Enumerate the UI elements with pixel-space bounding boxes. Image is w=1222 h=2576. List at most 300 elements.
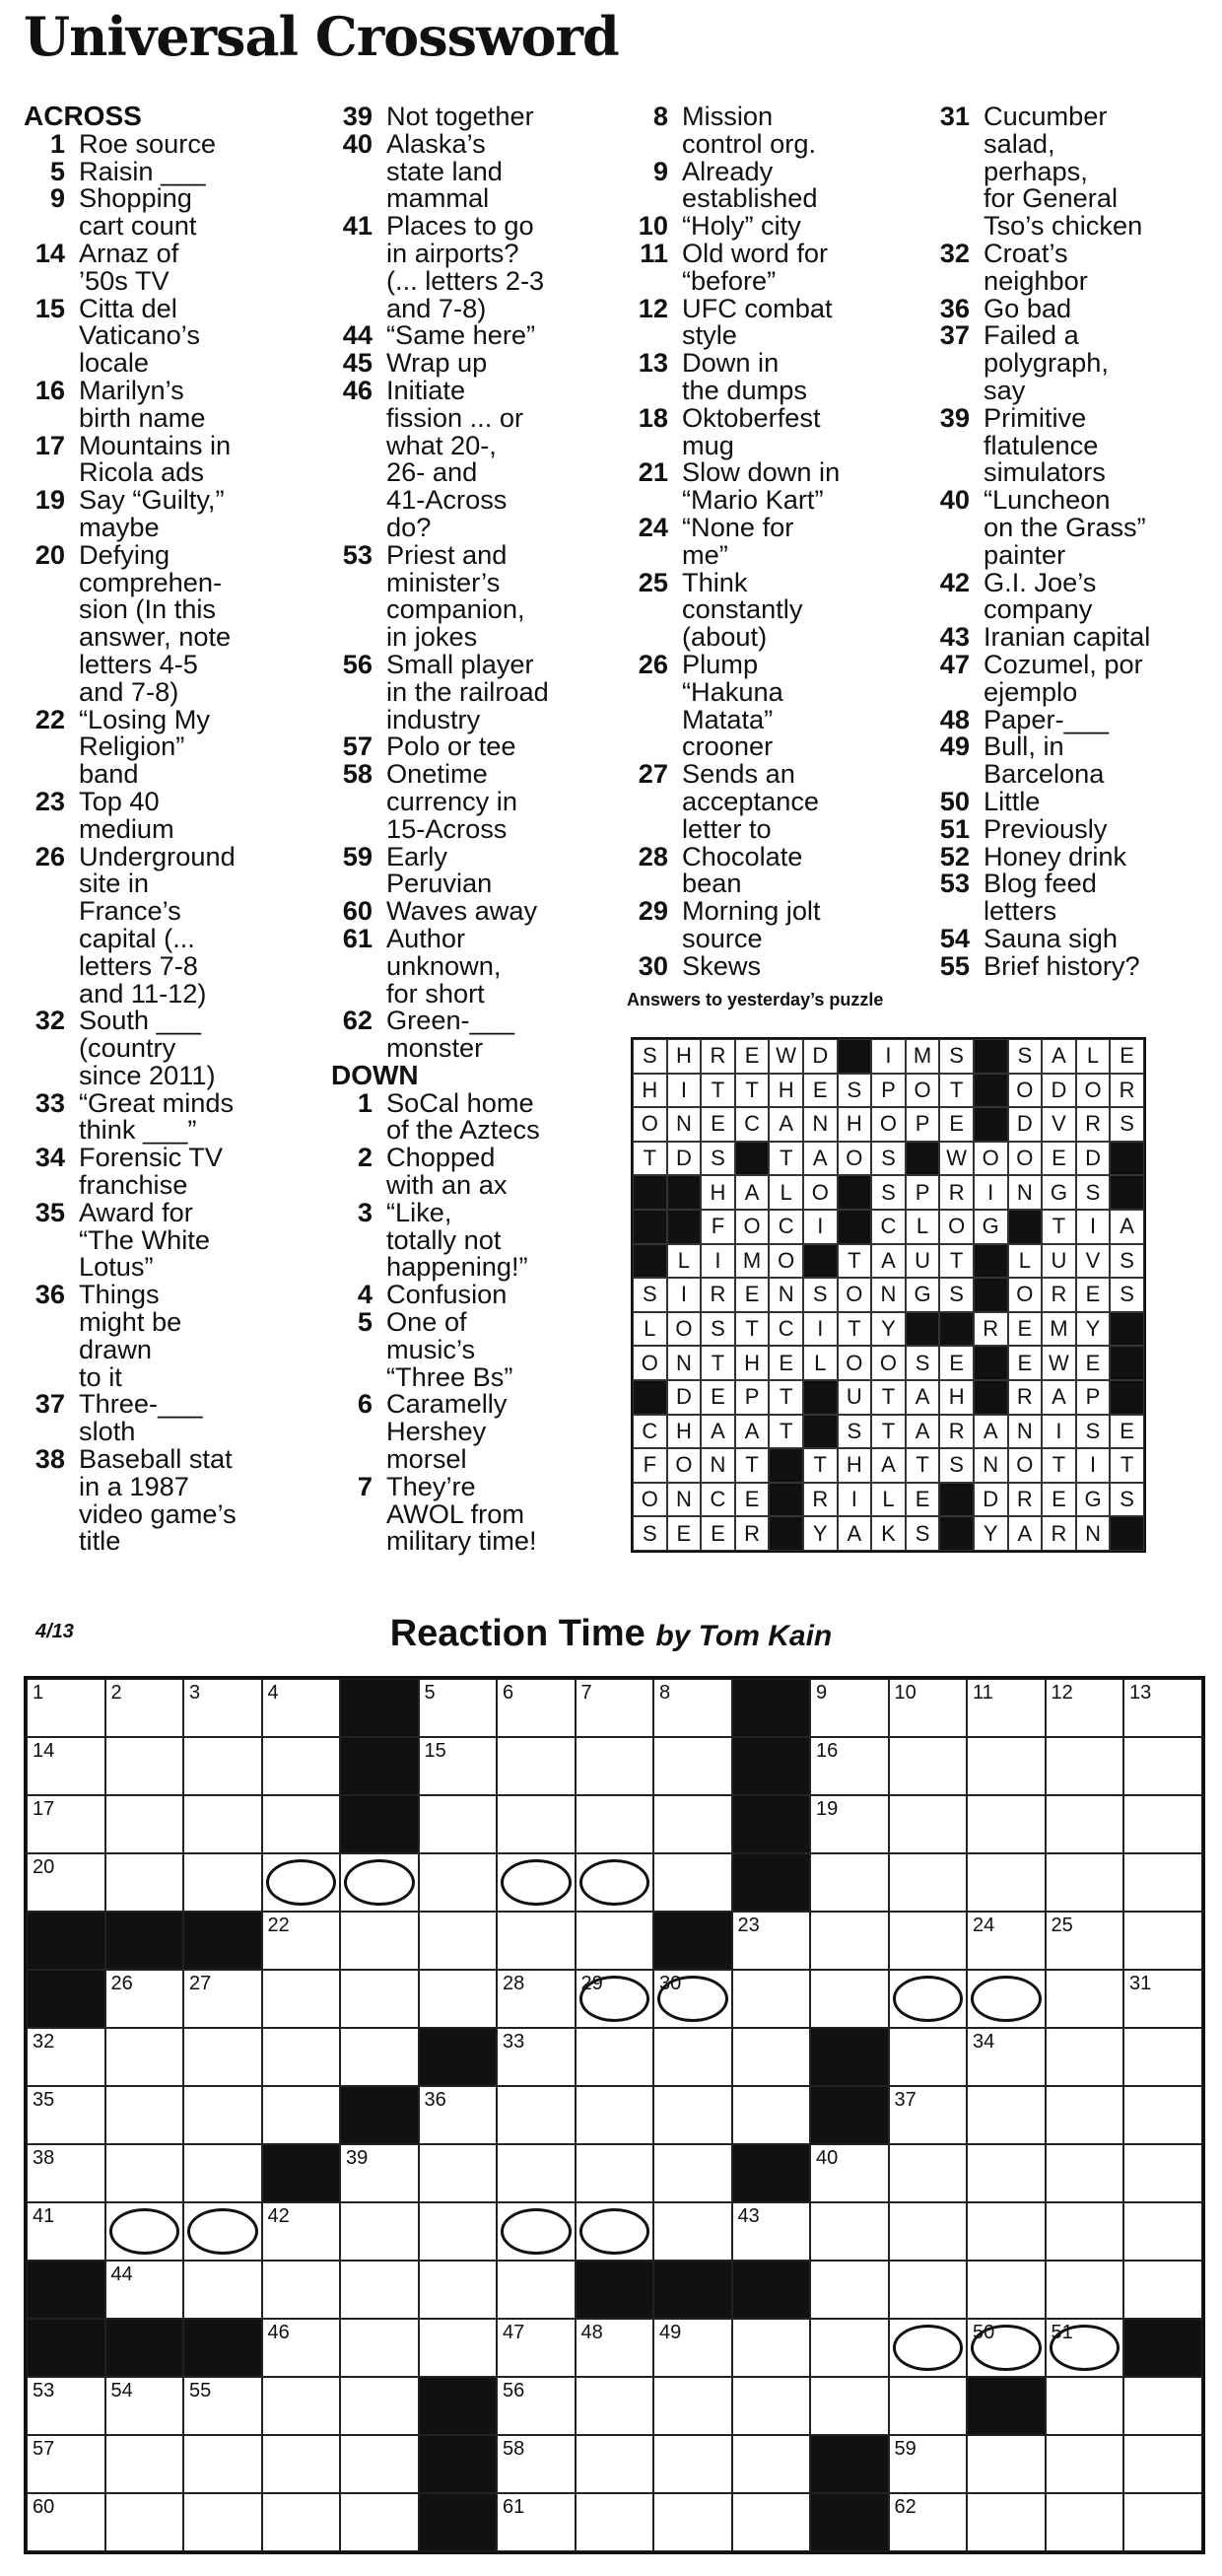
grid-cell[interactable]: [576, 2319, 654, 2377]
grid-cell[interactable]: [183, 1970, 262, 2028]
grid-cell[interactable]: [810, 2319, 889, 2377]
grid-cell[interactable]: [653, 2435, 732, 2493]
page-title: Universal Crossword: [24, 5, 619, 68]
grid-cell[interactable]: [262, 2202, 341, 2261]
grid-cell[interactable]: [653, 2377, 732, 2435]
clue-text: Early Peruvian: [386, 840, 493, 899]
answer-cell: C: [769, 1312, 803, 1347]
grid-cell[interactable]: [732, 1970, 811, 2028]
grid-cell[interactable]: [262, 2086, 341, 2144]
clue-text: Down in the dumps: [682, 347, 807, 405]
clue: [627, 949, 922, 981]
grid-cell[interactable]: [340, 2435, 419, 2493]
grid-cell[interactable]: [1123, 2377, 1202, 2435]
grid-cell[interactable]: [419, 2202, 498, 2261]
grid-cell[interactable]: [732, 2377, 811, 2435]
answer-cell: M: [1042, 1312, 1076, 1347]
answer-black-cell: [1110, 1312, 1144, 1347]
grid-cell[interactable]: [732, 2435, 811, 2493]
grid-cell[interactable]: [576, 2028, 654, 2086]
clue-text: Author unknown, for short: [386, 922, 502, 1009]
answer-cell: D: [667, 1142, 702, 1176]
answer-cell: H: [667, 1039, 702, 1074]
grid-cell[interactable]: [27, 1737, 105, 1795]
grid-cell[interactable]: [732, 2086, 811, 2144]
grid-cell[interactable]: [653, 2086, 732, 2144]
clue: [928, 785, 1222, 816]
grid-cell[interactable]: [105, 2493, 184, 2551]
grid-cell[interactable]: [105, 1795, 184, 1853]
clue: [331, 648, 627, 734]
grid-cell[interactable]: [889, 2377, 968, 2435]
grid-cell[interactable]: [27, 2086, 105, 2144]
answer-cell: E: [1110, 1039, 1144, 1074]
grid-cell[interactable]: [419, 1912, 498, 1970]
grid-cell[interactable]: [183, 2202, 262, 2261]
grid-cell[interactable]: [889, 2493, 968, 2551]
answer-cell: A: [803, 1142, 838, 1176]
clue-number: 51: [939, 812, 970, 844]
grid-cell[interactable]: [889, 2319, 968, 2377]
grid-cell[interactable]: [576, 2435, 654, 2493]
answer-cell: I: [803, 1210, 838, 1244]
answer-cell: O: [633, 1346, 667, 1380]
grid-cell[interactable]: [1046, 1970, 1124, 2028]
grid-cell[interactable]: [653, 1679, 732, 1737]
grid-cell[interactable]: [497, 2435, 576, 2493]
answer-cell: T: [939, 1244, 974, 1279]
grid-cell[interactable]: [497, 1795, 576, 1853]
grid-cell[interactable]: [497, 2086, 576, 2144]
grid-cell[interactable]: [419, 2086, 498, 2144]
grid-cell[interactable]: [810, 1853, 889, 1912]
grid-cell[interactable]: [967, 2028, 1046, 2086]
clue: [331, 1196, 627, 1283]
grid-cell[interactable]: [732, 2028, 811, 2086]
grid-cell[interactable]: [889, 2435, 968, 2493]
clue: [331, 127, 627, 214]
grid-cell[interactable]: [183, 2086, 262, 2144]
answer-cell: A: [871, 1448, 906, 1483]
cell-number: 37: [894, 2089, 916, 2111]
grid-cell[interactable]: [183, 2435, 262, 2493]
clue-text: Mission control org.: [682, 101, 817, 159]
answer-cell: S: [1110, 1278, 1144, 1312]
grid-cell[interactable]: [105, 2377, 184, 2435]
grid-cell[interactable]: [889, 1853, 968, 1912]
clue-text: Chocolate bean: [682, 840, 803, 899]
clue-column-2: [331, 103, 627, 1555]
grid-cell[interactable]: [419, 1795, 498, 1853]
grid-cell[interactable]: [497, 1912, 576, 1970]
cell-number: 20: [33, 1856, 55, 1878]
black-square: [576, 2261, 654, 2319]
clue-number: 16: [34, 374, 65, 405]
grid-cell[interactable]: [262, 2028, 341, 2086]
grid-cell[interactable]: [419, 1970, 498, 2028]
grid-cell[interactable]: [262, 1737, 341, 1795]
grid-cell[interactable]: [653, 2144, 732, 2202]
grid-cell[interactable]: [1123, 1853, 1202, 1912]
grid-cell[interactable]: [105, 2144, 184, 2202]
cell-number: 46: [267, 2322, 290, 2343]
grid-cell[interactable]: [576, 1795, 654, 1853]
answer-cell: O: [803, 1175, 838, 1210]
clue-text: Onetime currency in 15-Across: [386, 758, 517, 844]
grid-cell[interactable]: [497, 2319, 576, 2377]
grid-cell[interactable]: [889, 1679, 968, 1737]
grid-cell[interactable]: [1046, 2377, 1124, 2435]
grid-cell[interactable]: [1046, 2493, 1124, 2551]
answer-cell: G: [1076, 1483, 1111, 1517]
answer-black-cell: [939, 1483, 974, 1517]
grid-cell[interactable]: [653, 2202, 732, 2261]
grid-cell[interactable]: [262, 2319, 341, 2377]
answer-cell: L: [871, 1483, 906, 1517]
answer-cell: E: [735, 1278, 770, 1312]
answer-cell: H: [701, 1175, 735, 1210]
grid-cell[interactable]: [1123, 2435, 1202, 2493]
answer-cell: S: [838, 1074, 872, 1108]
grid-cell[interactable]: [889, 2261, 968, 2319]
grid-cell[interactable]: [967, 1679, 1046, 1737]
clue-number: 20: [34, 538, 65, 570]
grid-cell[interactable]: [576, 1737, 654, 1795]
grid-cell[interactable]: [810, 2261, 889, 2319]
cell-number: 50: [973, 2322, 995, 2343]
grid-cell[interactable]: [105, 2202, 184, 2261]
grid-cell[interactable]: [967, 2144, 1046, 2202]
grid-cell[interactable]: [340, 1912, 419, 1970]
grid-cell[interactable]: [1123, 2144, 1202, 2202]
grid-cell[interactable]: [105, 2028, 184, 2086]
grid-cell[interactable]: [419, 1853, 498, 1912]
grid-cell[interactable]: [810, 1737, 889, 1795]
grid-cell[interactable]: [183, 2493, 262, 2551]
grid-cell[interactable]: [653, 1970, 732, 2028]
answer-cell: S: [803, 1278, 838, 1312]
grid-cell[interactable]: [183, 1737, 262, 1795]
grid-cell[interactable]: [1123, 2493, 1202, 2551]
clue-number: 18: [638, 401, 668, 433]
grid-cell[interactable]: [576, 1970, 654, 2028]
grid-cell[interactable]: [419, 1679, 498, 1737]
grid-cell[interactable]: [967, 1970, 1046, 2028]
grid-cell[interactable]: [27, 1853, 105, 1912]
grid-cell[interactable]: [1123, 2202, 1202, 2261]
grid-cell[interactable]: [967, 1795, 1046, 1853]
grid-cell[interactable]: [1046, 2435, 1124, 2493]
grid-cell[interactable]: [576, 2202, 654, 2261]
grid-cell[interactable]: [183, 1679, 262, 1737]
clue-number: 1: [49, 127, 65, 159]
grid-cell[interactable]: [419, 2261, 498, 2319]
answer-cell: E: [1008, 1312, 1043, 1347]
clue-text: Underground site in France’s capital (... letters 7-8 and 11-12): [79, 840, 236, 1009]
grid-cell[interactable]: [183, 2261, 262, 2319]
grid-cell[interactable]: [810, 1795, 889, 1853]
grid-cell[interactable]: [105, 1737, 184, 1795]
grid-cell[interactable]: [1046, 1912, 1124, 1970]
cell-number: 62: [894, 2496, 916, 2518]
grid-cell[interactable]: [810, 1679, 889, 1737]
grid-cell[interactable]: [1046, 2144, 1124, 2202]
grid-cell[interactable]: [419, 2319, 498, 2377]
grid-cell[interactable]: [1123, 1912, 1202, 1970]
grid-cell[interactable]: [653, 2319, 732, 2377]
grid-cell[interactable]: [967, 2319, 1046, 2377]
grid-cell[interactable]: [340, 2319, 419, 2377]
grid-cell[interactable]: [889, 2028, 968, 2086]
answer-cell: A: [906, 1415, 940, 1449]
black-square: [810, 2493, 889, 2551]
grid-cell[interactable]: [419, 2144, 498, 2202]
grid-cell[interactable]: [497, 1970, 576, 2028]
clue: [627, 897, 922, 952]
grid-cell[interactable]: [262, 2261, 341, 2319]
grid-cell[interactable]: [340, 2144, 419, 2202]
grid-cell[interactable]: [105, 2435, 184, 2493]
grid-cell[interactable]: [340, 2261, 419, 2319]
grid-cell[interactable]: [810, 1970, 889, 2028]
grid-cell[interactable]: [576, 1679, 654, 1737]
grid-cell[interactable]: [105, 2086, 184, 2144]
grid-cell[interactable]: [732, 2493, 811, 2551]
grid-cell[interactable]: [1123, 1679, 1202, 1737]
grid-cell[interactable]: [183, 2377, 262, 2435]
clue: [928, 566, 1222, 625]
grid-cell[interactable]: [653, 2028, 732, 2086]
grid-cell[interactable]: [967, 2493, 1046, 2551]
clue-number: 58: [342, 758, 373, 790]
grid-cell[interactable]: [653, 2493, 732, 2551]
grid-cell[interactable]: [262, 2435, 341, 2493]
answer-cell: N: [667, 1346, 702, 1380]
grid-cell[interactable]: [497, 2493, 576, 2551]
grid-cell[interactable]: [889, 1795, 968, 1853]
grid-cell[interactable]: [576, 2086, 654, 2144]
answer-cell: E: [1076, 1278, 1111, 1312]
black-square: [262, 2144, 341, 2202]
grid-cell[interactable]: [497, 1679, 576, 1737]
clue-text: Croat’s neighbor: [984, 237, 1088, 296]
answer-cell: A: [769, 1107, 803, 1142]
grid-cell[interactable]: [810, 1912, 889, 1970]
grid-cell[interactable]: [1123, 1970, 1202, 2028]
black-square: [653, 1912, 732, 1970]
grid-cell[interactable]: [27, 2202, 105, 2261]
answer-cell: P: [1076, 1380, 1111, 1415]
grid-cell[interactable]: [967, 2086, 1046, 2144]
clue-text: Bull, in Barcelona: [984, 731, 1105, 790]
grid-cell[interactable]: [576, 2377, 654, 2435]
grid-cell[interactable]: [810, 2377, 889, 2435]
grid-cell[interactable]: [1046, 2261, 1124, 2319]
grid-cell[interactable]: [1046, 2086, 1124, 2144]
grid-cell[interactable]: [810, 2144, 889, 2202]
grid-cell[interactable]: [262, 2493, 341, 2551]
grid-cell[interactable]: [497, 2202, 576, 2261]
grid-cell[interactable]: [967, 2435, 1046, 2493]
grid-cell[interactable]: [105, 1853, 184, 1912]
answer-cell: R: [701, 1278, 735, 1312]
grid-cell[interactable]: [340, 1853, 419, 1912]
grid-cell[interactable]: [576, 2493, 654, 2551]
answer-cell: A: [906, 1380, 940, 1415]
grid-cell[interactable]: [967, 2202, 1046, 2261]
clue-number: 17: [34, 429, 65, 460]
clue: [627, 566, 922, 653]
clue-text: Mountains in Ricola ads: [79, 429, 232, 488]
grid-cell[interactable]: [340, 1970, 419, 2028]
grid-cell[interactable]: [967, 1737, 1046, 1795]
clue: [627, 458, 922, 514]
grid-cell[interactable]: [653, 1853, 732, 1912]
clue: [331, 840, 627, 899]
grid-cell[interactable]: [262, 1970, 341, 2028]
cell-number: 42: [267, 2205, 290, 2227]
grid-cell[interactable]: [27, 1795, 105, 1853]
cell-number: 39: [346, 2147, 369, 2169]
clue: [24, 1196, 319, 1283]
clue-number: 21: [638, 456, 668, 488]
answer-cell: D: [1042, 1074, 1076, 1108]
grid-cell[interactable]: [340, 2202, 419, 2261]
grid-cell[interactable]: [340, 2493, 419, 2551]
grid-cell[interactable]: [889, 2202, 968, 2261]
clue-text: Green-___ monster: [386, 1005, 514, 1064]
grid-cell[interactable]: [1046, 2319, 1124, 2377]
black-square: [732, 2261, 811, 2319]
clue-text: UFC combat style: [682, 292, 833, 351]
grid-cell[interactable]: [1046, 1795, 1124, 1853]
grid-cell[interactable]: [497, 1853, 576, 1912]
grid-cell[interactable]: [967, 2261, 1046, 2319]
grid-cell[interactable]: [340, 2028, 419, 2086]
grid-cell[interactable]: [262, 1795, 341, 1853]
clue-text: Arnaz of ’50s TV: [79, 237, 179, 296]
grid-cell[interactable]: [497, 1737, 576, 1795]
clue-number: 43: [939, 621, 970, 653]
grid-cell[interactable]: [105, 1970, 184, 2028]
grid-cell[interactable]: [653, 1737, 732, 1795]
grid-cell[interactable]: [183, 2028, 262, 2086]
grid-cell[interactable]: [576, 1853, 654, 1912]
grid-cell[interactable]: [889, 2086, 968, 2144]
clue-number: 34: [34, 1142, 65, 1173]
grid-cell[interactable]: [183, 1853, 262, 1912]
grid-cell[interactable]: [27, 2144, 105, 2202]
grid-cell[interactable]: [732, 2202, 811, 2261]
grid-cell[interactable]: [497, 2377, 576, 2435]
grid-cell[interactable]: [497, 2144, 576, 2202]
answer-cell: R: [1042, 1278, 1076, 1312]
grid-cell[interactable]: [27, 2377, 105, 2435]
answer-cell: O: [633, 1107, 667, 1142]
grid-cell[interactable]: [1046, 2028, 1124, 2086]
cell-number: 30: [659, 1973, 682, 1994]
grid-cell[interactable]: [262, 2377, 341, 2435]
answer-cell: L: [633, 1312, 667, 1347]
grid-cell[interactable]: [889, 1970, 968, 2028]
grid-cell[interactable]: [419, 1737, 498, 1795]
grid-cell[interactable]: [1123, 2028, 1202, 2086]
clue-text: Citta del Vaticano’s locale: [79, 292, 200, 379]
grid-cell[interactable]: [262, 1912, 341, 1970]
grid-cell[interactable]: [967, 1853, 1046, 1912]
answer-black-cell: [974, 1346, 1008, 1380]
grid-cell[interactable]: [183, 2144, 262, 2202]
grid-cell[interactable]: [576, 1912, 654, 1970]
clue-number: 61: [342, 922, 373, 953]
grid-cell[interactable]: [262, 1853, 341, 1912]
grid-cell[interactable]: [27, 2028, 105, 2086]
grid-cell[interactable]: [105, 2261, 184, 2319]
grid-cell[interactable]: [732, 2319, 811, 2377]
grid-cell[interactable]: [497, 2261, 576, 2319]
grid-cell[interactable]: [1046, 2202, 1124, 2261]
grid-cell[interactable]: [653, 1795, 732, 1853]
grid-cell[interactable]: [1046, 1737, 1124, 1795]
grid-cell[interactable]: [1123, 1737, 1202, 1795]
grid-cell[interactable]: [576, 2144, 654, 2202]
answer-cell: E: [701, 1516, 735, 1551]
clue: [928, 103, 1222, 240]
grid-cell[interactable]: [105, 1679, 184, 1737]
grid-cell[interactable]: [27, 2493, 105, 2551]
grid-cell[interactable]: [183, 1795, 262, 1853]
grid-cell[interactable]: [1123, 2086, 1202, 2144]
grid-cell[interactable]: [889, 1737, 968, 1795]
answer-cell: H: [633, 1074, 667, 1108]
clue: [24, 1281, 319, 1390]
answer-cell: T: [1042, 1448, 1076, 1483]
circle-marker: [266, 1859, 337, 1906]
grid-cell[interactable]: [810, 2202, 889, 2261]
answer-cell: O: [838, 1346, 872, 1380]
grid-cell[interactable]: [497, 2028, 576, 2086]
clue-text: Roe source: [79, 127, 217, 159]
grid-cell[interactable]: [1123, 1795, 1202, 1853]
grid-cell[interactable]: [732, 1912, 811, 1970]
clue: [331, 1086, 627, 1146]
grid-cell[interactable]: [27, 1679, 105, 1737]
answer-black-cell: [633, 1244, 667, 1279]
cell-number: 7: [580, 1682, 592, 1704]
grid-cell[interactable]: [967, 1912, 1046, 1970]
answer-black-cell: [939, 1312, 974, 1347]
answer-cell: S: [1110, 1244, 1144, 1279]
cell-number: 59: [894, 2438, 916, 2460]
clue: [627, 237, 922, 296]
clue-text: Forensic TV franchise: [79, 1142, 224, 1201]
answer-cell: D: [803, 1039, 838, 1074]
answer-cell: H: [939, 1380, 974, 1415]
grid-cell[interactable]: [889, 2144, 968, 2202]
grid-cell[interactable]: [1123, 2261, 1202, 2319]
clue-number: 5: [49, 155, 65, 186]
grid-cell[interactable]: [262, 1679, 341, 1737]
grid-cell[interactable]: [340, 2377, 419, 2435]
answer-cell: T: [838, 1312, 872, 1347]
grid-cell[interactable]: [1046, 1853, 1124, 1912]
cell-number: 31: [1129, 1973, 1152, 1994]
clue-number: 12: [638, 292, 668, 323]
answer-cell: A: [838, 1516, 872, 1551]
grid-cell[interactable]: [889, 1912, 968, 1970]
grid-cell[interactable]: [27, 2435, 105, 2493]
grid-cell[interactable]: [1046, 1679, 1124, 1737]
